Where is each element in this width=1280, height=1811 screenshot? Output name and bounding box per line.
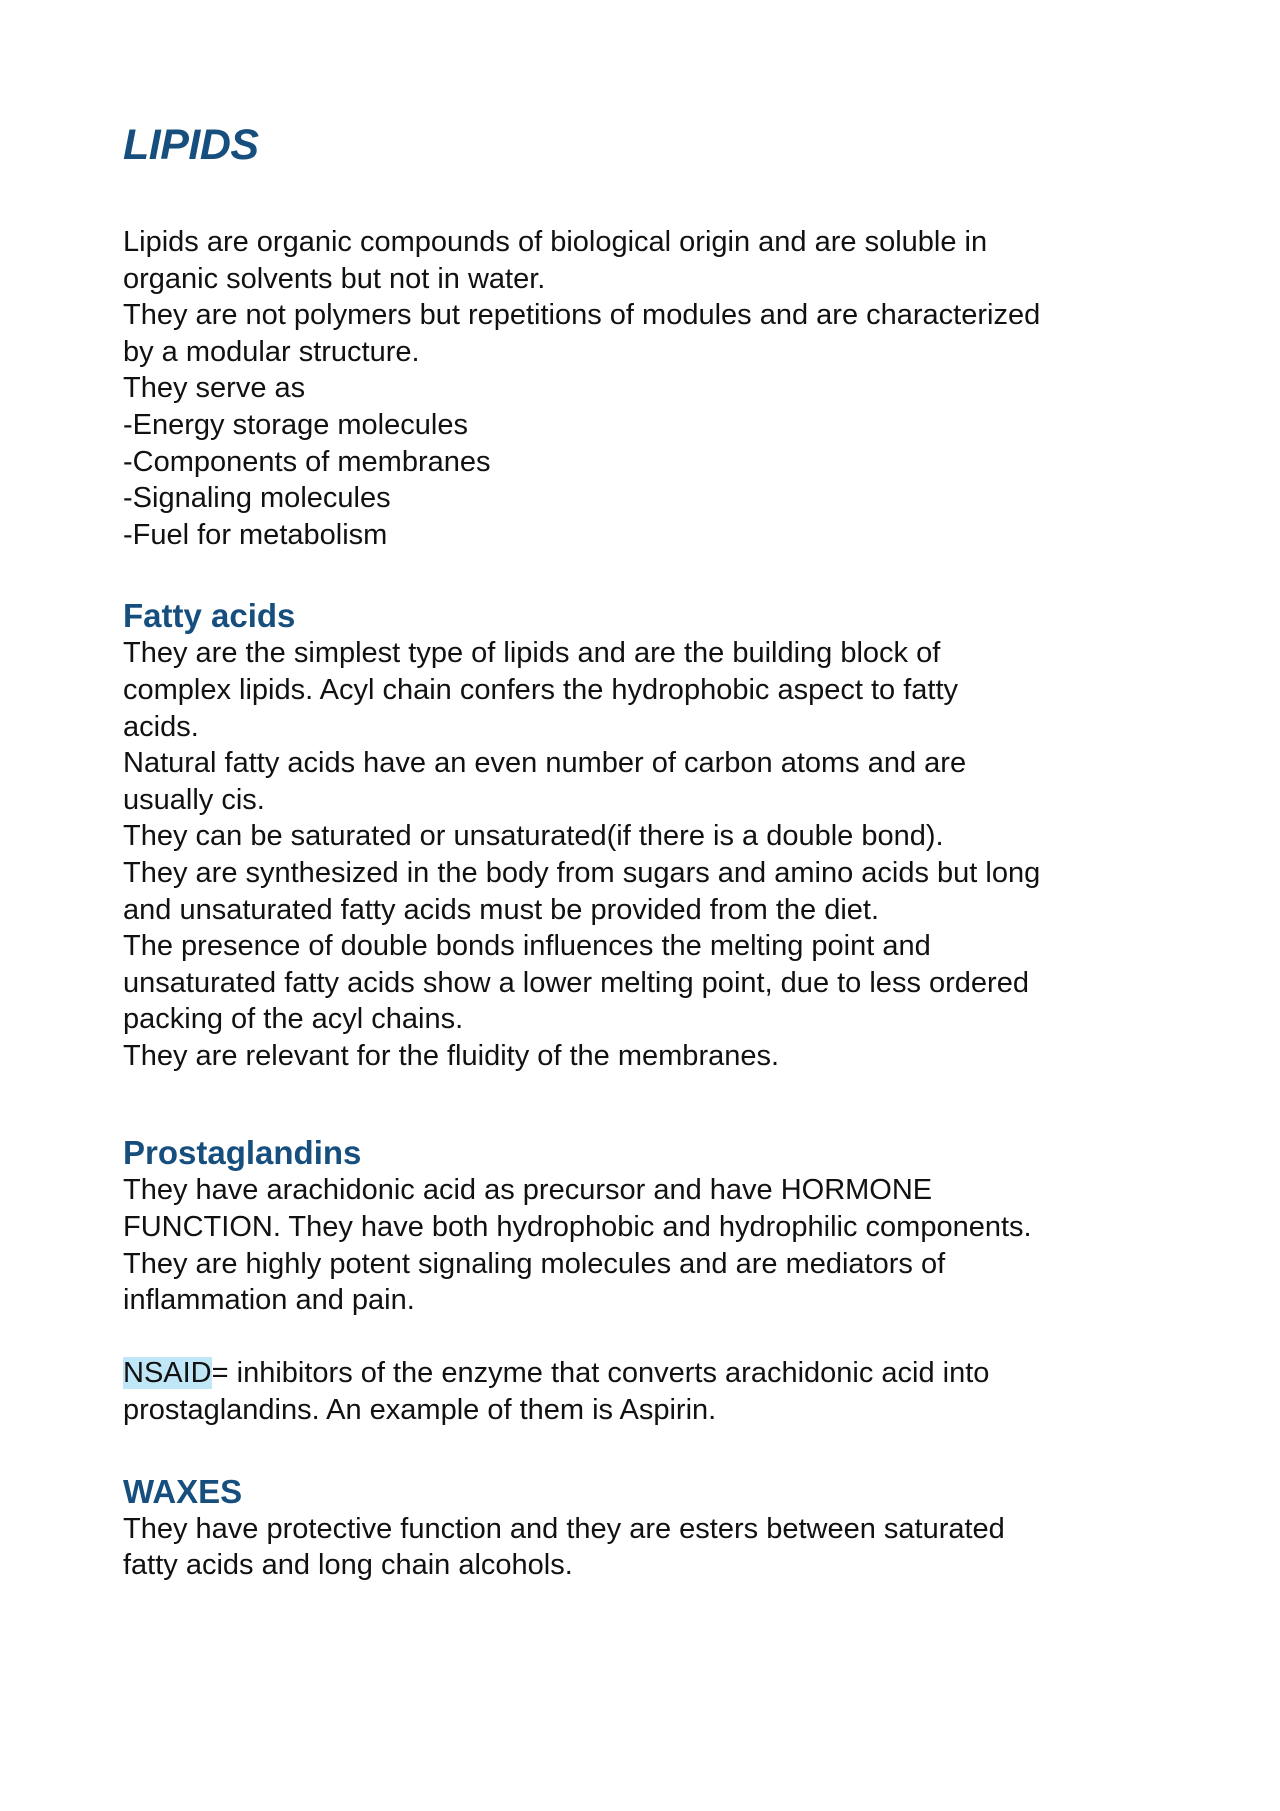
text-line: packing of the acyl chains. — [123, 1003, 464, 1036]
prostaglandins-paragraph — [123, 1172, 1183, 1318]
text-line: Lipids are organic compounds of biological origin and are soluble in — [123, 226, 988, 258]
list-item: -Fuel for metabolism — [123, 518, 388, 551]
text-line — [123, 1355, 1183, 1392]
text-line: They have protective function and they are esters between saturated — [123, 1512, 1005, 1545]
section-heading-fatty-acids: Fatty acids — [123, 597, 296, 635]
text-line: They are highly potent signaling molecules and are mediators of — [123, 1247, 946, 1280]
intro-paragraph — [123, 224, 1183, 553]
text-line: The presence of double bonds influences the melting point and — [123, 930, 931, 963]
waxes-paragraph — [123, 1511, 1183, 1584]
text-line: FUNCTION. They have both hydrophobic and hydrophilic components. — [123, 1211, 1032, 1244]
text-line: prostaglandins. An example of them is Aspirin. — [123, 1394, 717, 1427]
page-title: LIPIDS — [123, 121, 259, 169]
text-line: They serve as — [123, 372, 306, 405]
text-line: complex lipids. Acyl chain confers the hydrophobic aspect to fatty — [123, 673, 958, 706]
nsaid-highlight: NSAID — [123, 1357, 212, 1390]
text-line: They are synthesized in the body from sugars and amino acids but long — [123, 856, 1041, 889]
text-line: usually cis. — [123, 783, 265, 816]
fatty-acids-paragraph — [123, 635, 1183, 1074]
text-line: They are relevant for the fluidity of the membranes. — [123, 1039, 780, 1072]
nsaid-definition: = inhibitors of the enzyme that converts arachidonic acid into — [211, 1357, 990, 1390]
text-line: acids. — [123, 710, 199, 743]
text-line: organic solvents but not in water. — [123, 262, 546, 295]
text-line: They can be saturated or unsaturated(if there is a double bond). — [123, 820, 944, 853]
text-line: They are the simplest type of lipids and are the building block of — [123, 637, 941, 670]
text-line: Natural fatty acids have an even number of carbon atoms and are — [123, 747, 967, 780]
text-line: fatty acids and long chain alcohols. — [123, 1549, 573, 1582]
section-heading-waxes: WAXES — [123, 1472, 243, 1510]
list-item: -Energy storage molecules — [123, 408, 468, 441]
list-item: -Components of membranes — [123, 445, 491, 478]
text-line: and unsaturated fatty acids must be provided from the diet. — [123, 893, 880, 926]
text-line: They have arachidonic acid as precursor and have HORMONE — [123, 1174, 933, 1207]
text-line: unsaturated fatty acids show a lower melting point, due to less ordered — [123, 966, 1029, 999]
nsaid-paragraph — [123, 1355, 1183, 1428]
list-item: -Signaling molecules — [123, 482, 391, 515]
text-line: inflammation and pain. — [123, 1284, 415, 1317]
text-line: They are not polymers but repetitions of modules and are characterized — [123, 299, 1041, 332]
document-page — [123, 120, 1183, 1584]
text-line: by a modular structure. — [123, 335, 420, 368]
section-heading-prostaglandins: Prostaglandins — [123, 1134, 362, 1172]
